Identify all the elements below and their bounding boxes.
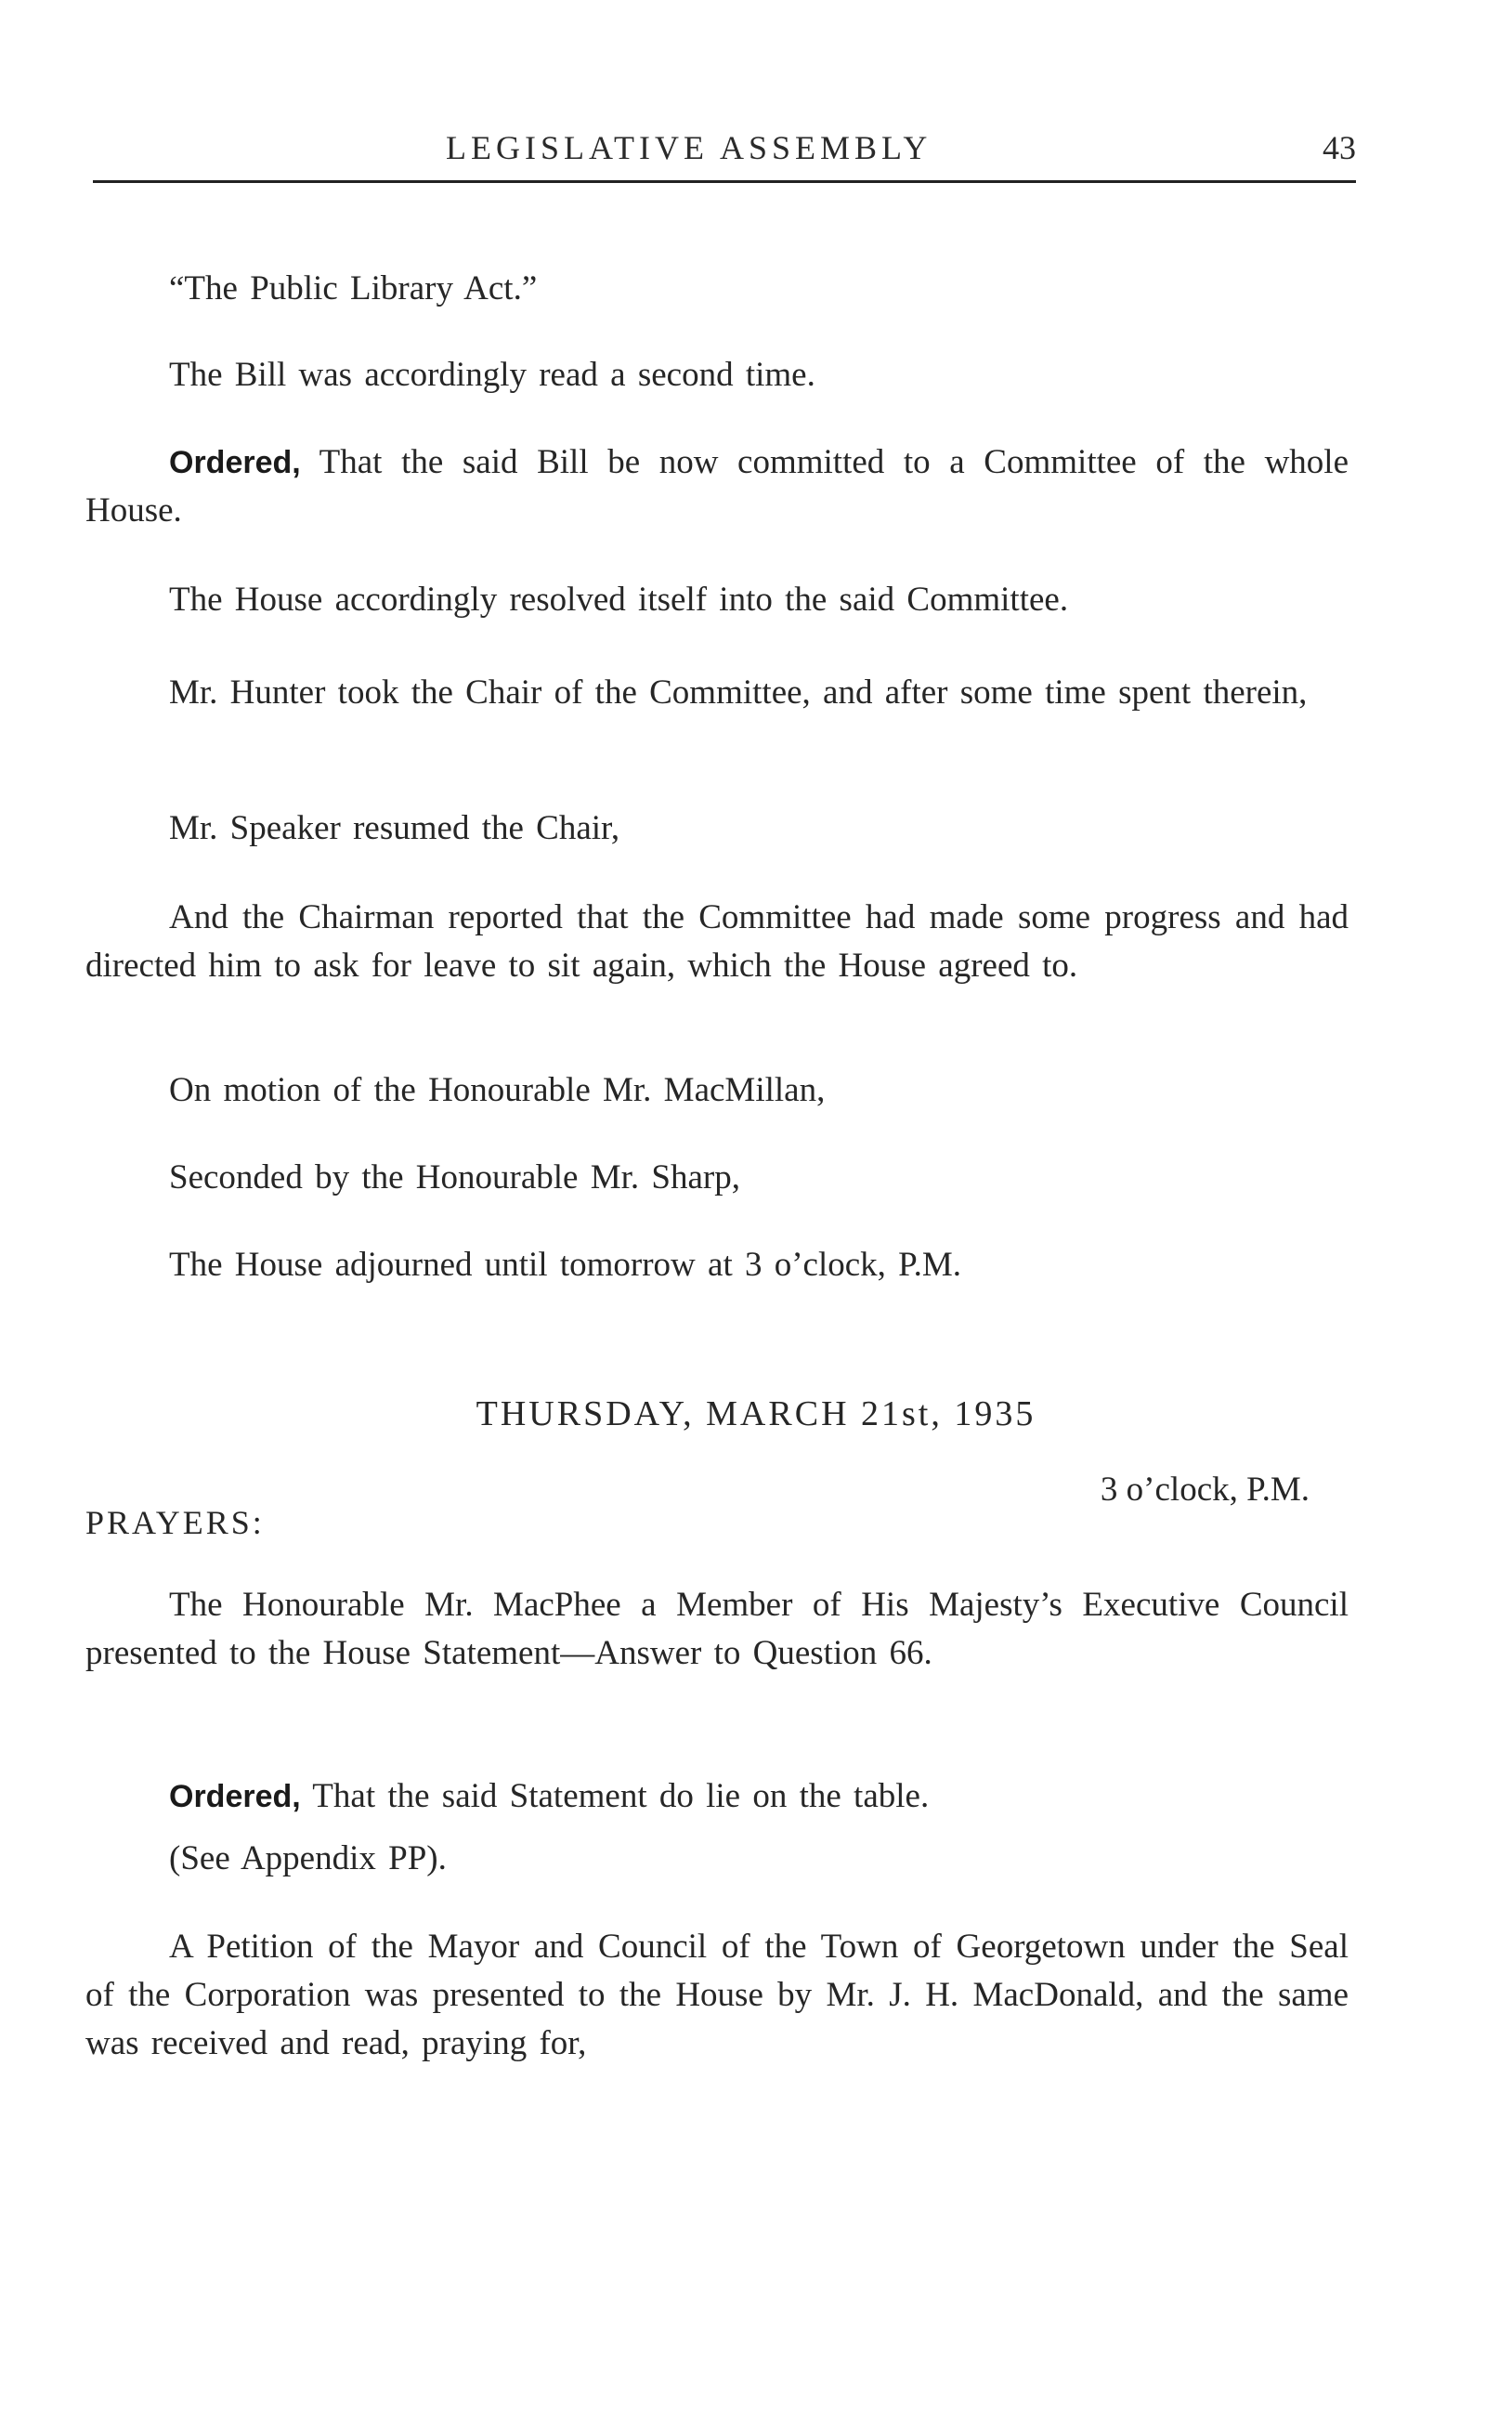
paragraph-chairman-reported: And the Chairman reported that the Committee had made some progress and had directed him to ask for leave to sit again, which the House agreed to. bbox=[85, 898, 1349, 985]
paragraph-ordered-committee bbox=[85, 438, 1349, 535]
paragraph-act-title: “The Public Library Act.” bbox=[169, 269, 538, 307]
sitting-time: 3 o’clock, P.M. bbox=[1100, 1471, 1310, 1509]
paragraph-motion: On motion of the Honourable Mr. MacMillan, bbox=[169, 1071, 826, 1109]
paragraph-hunter-chair: Mr. Hunter took the Chair of the Committee, and after some time spent therein, bbox=[169, 673, 1308, 712]
header-title: LEGISLATIVE ASSEMBLY bbox=[446, 129, 932, 166]
ordered-label: Ordered, bbox=[169, 1779, 301, 1814]
header-rule bbox=[93, 180, 1356, 183]
ordered-label: Ordered, bbox=[169, 445, 301, 480]
ordered-text: That the said Bill be now committed to a Committee of the whole House. bbox=[85, 443, 1349, 530]
ordered-text: That the said Statement do lie on the table. bbox=[300, 1777, 930, 1815]
page-number: 43 bbox=[1323, 129, 1356, 166]
paragraph-macphee-statement: The Honourable Mr. MacPhee a Member of His Majesty’s Executive Council presented to the House Statement—Answer to Question 66. bbox=[85, 1586, 1349, 1672]
paragraph-ordered-table bbox=[85, 1772, 1349, 1821]
sitting-date-heading: THURSDAY, MARCH 21st, 1935 bbox=[476, 1394, 1036, 1433]
paragraph-appendix-ref: (See Appendix PP). bbox=[169, 1839, 447, 1877]
paragraph-speaker-resumed: Mr. Speaker resumed the Chair, bbox=[169, 809, 620, 847]
paragraph-adjourned: The House adjourned until tomorrow at 3 o’clock, P.M. bbox=[169, 1246, 962, 1284]
paragraph-petition: A Petition of the Mayor and Council of the Town of Georgetown under the Seal of the Corporation was presented to the House by Mr. J. H. MacDonald, and the same was received and read, praying for, bbox=[85, 1928, 1349, 2062]
paragraph-seconded: Seconded by the Honourable Mr. Sharp, bbox=[169, 1158, 740, 1196]
paragraph-second-reading: The Bill was accordingly read a second time. bbox=[169, 356, 815, 394]
paragraph-resolved: The House accordingly resolved itself into the said Committee. bbox=[169, 581, 1069, 619]
running-header bbox=[93, 128, 1356, 184]
prayers-label: PRAYERS: bbox=[85, 1504, 265, 1541]
